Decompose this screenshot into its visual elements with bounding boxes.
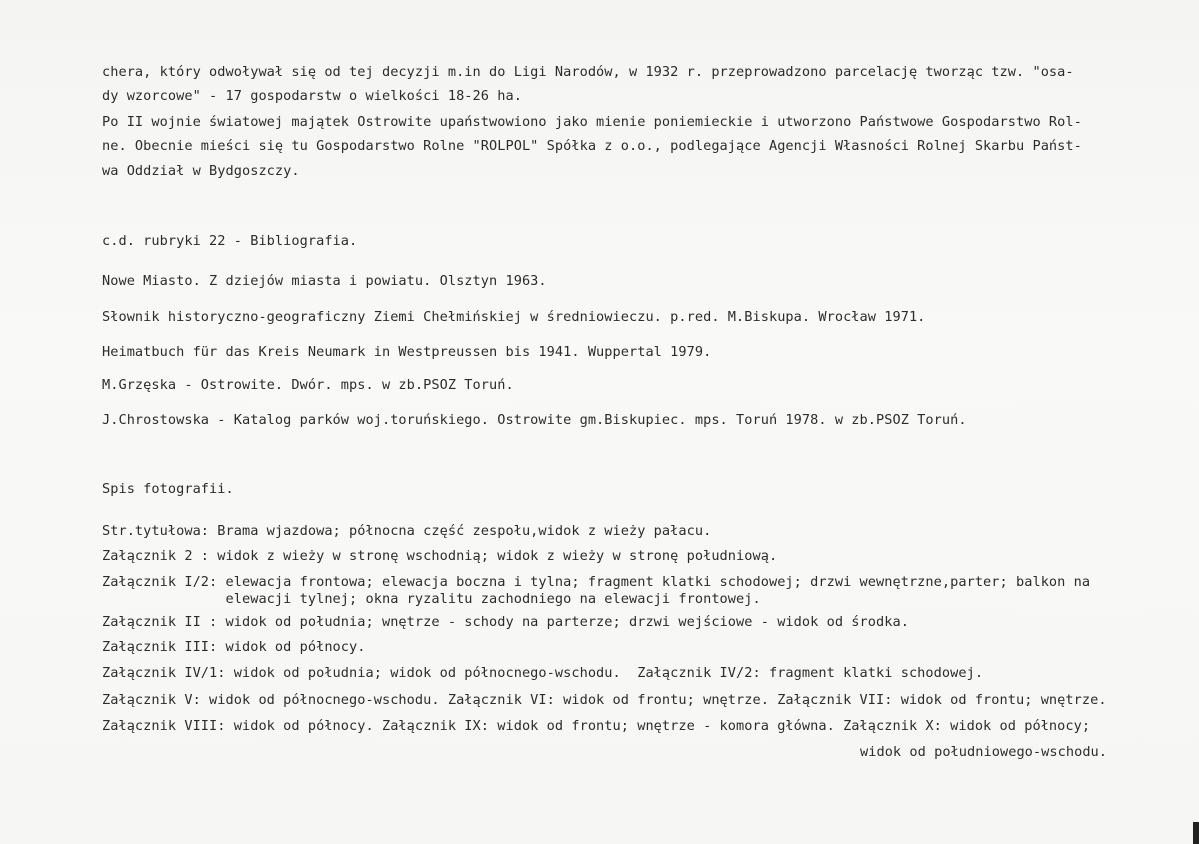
photo-list-line: Załącznik I/2: elewacja frontowa; elewacja boczna i tylna; fragment klatki schodowej; drzwi wewnętrzne,parter; balkon na	[102, 574, 1091, 590]
photo-list-line: Załącznik 2 : widok z wieży w stronę wschodnią; widok z wieży w stronę południową.	[102, 548, 778, 564]
photo-list-line: elewacji tylnej; okna ryzalitu zachodniego na elewacji frontowej.	[102, 591, 761, 607]
bibliography-heading: c.d. rubryki 22 - Bibliografia.	[102, 233, 358, 249]
bibliography-entry: J.Chrostowska - Katalog parków woj.toruńskiego. Ostrowite gm.Biskupiec. mps. Toruń 1978. w zb.PSOZ Toruń.	[102, 412, 967, 428]
photo-list-line: Str.tytułowa: Brama wjazdowa; północna część zespołu,widok z wieży pałacu.	[102, 523, 712, 539]
history-line-5: wa Oddział w Bydgoszczy.	[102, 163, 300, 179]
bibliography-entry: M.Grzęska - Ostrowite. Dwór. mps. w zb.PSOZ Toruń.	[102, 377, 514, 393]
history-line-2: dy wzorcowe" - 17 gospodarstw o wielkości 18-26 ha.	[102, 88, 522, 104]
photo-list-line: widok od południowego-wschodu.	[860, 744, 1108, 760]
history-line-4: ne. Obecnie mieści się tu Gospodarstwo Rolne "ROLPOL" Spółka z o.o., podlegające Agencji Własności Rolnej Skarbu Państ-	[102, 138, 1082, 154]
photo-list-line: Załącznik II : widok od południa; wnętrze - schody na parterze; drzwi wejściowe - widok od środka.	[102, 614, 909, 630]
scan-edge-mark	[1193, 822, 1199, 844]
photo-list-line: Załącznik VIII: widok od północy. Załącznik IX: widok od frontu; wnętrze - komora główna. Załącznik X: widok od północy;	[102, 718, 1091, 734]
bibliography-entry: Nowe Miasto. Z dziejów miasta i powiatu. Olsztyn 1963.	[102, 273, 547, 289]
bibliography-entry: Słownik historyczno-geograficzny Ziemi Chełmińskiej w średniowieczu. p.red. M.Biskupa. Wrocław 1971.	[102, 309, 926, 325]
photo-list-line: Załącznik V: widok od północnego-wschodu. Załącznik VI: widok od frontu; wnętrze. Załącznik VII: widok od frontu; wnętrze.	[102, 692, 1107, 708]
history-line-1: chera, który odwoływał się od tej decyzji m.in do Ligi Narodów, w 1932 r. przeprowadzono parcelację tworząc tzw. "osa-	[102, 64, 1074, 80]
photo-list-line: Załącznik III: widok od północy.	[102, 639, 366, 655]
bibliography-entry: Heimatbuch für das Kreis Neumark in Westpreussen bis 1941. Wuppertal 1979.	[102, 344, 712, 360]
history-line-3: Po II wojnie światowej majątek Ostrowite upaństwowiono jako mienie poniemieckie i utworzono Państwowe Gospodarstwo Rol-	[102, 114, 1082, 130]
photos-heading: Spis fotografii.	[102, 481, 234, 497]
photo-list-line: Załącznik IV/1: widok od południa; widok od północnego-wschodu. Załącznik IV/2: fragment klatki schodowej.	[102, 665, 984, 681]
